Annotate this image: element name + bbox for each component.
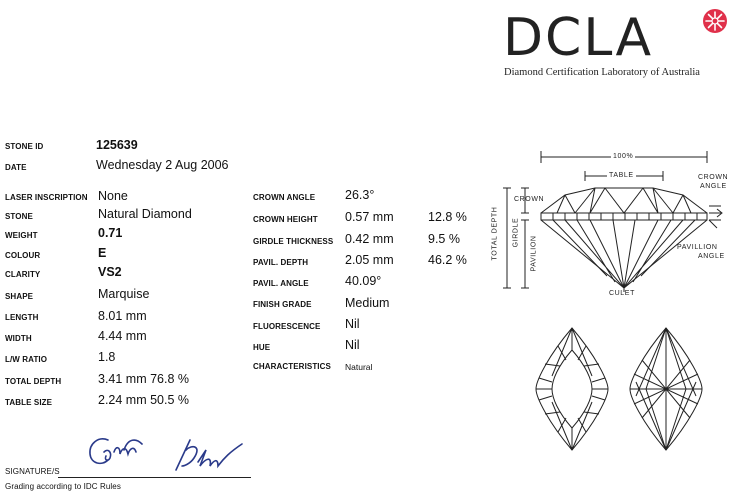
- crown-height-value: 0.57 mm: [345, 210, 394, 224]
- total-depth-value: 3.41 mm 76.8 %: [98, 372, 190, 386]
- fluorescence-label: FLUORESCENCE: [253, 322, 321, 331]
- crown-angle-value: 26.3°: [345, 188, 375, 202]
- logo-text: DCLA: [503, 8, 654, 68]
- crown-angle-label: CROWN ANGLE: [253, 193, 316, 202]
- pavil-depth-value: 2.05 mm: [345, 253, 394, 267]
- diagram-crown-angle-label-1: CROWN: [698, 174, 729, 181]
- finish-grade-value: Medium: [345, 296, 390, 310]
- diagram-total-depth-label: TOTAL DEPTH: [491, 206, 499, 261]
- logo: [503, 8, 654, 68]
- characteristics-label: CHARACTERISTICS: [253, 362, 331, 371]
- stone-label: STONE: [5, 212, 33, 221]
- hue-value: Nil: [345, 338, 360, 352]
- signature-line: [58, 477, 251, 478]
- pavil-depth-pct: 46.2 %: [428, 253, 467, 267]
- colour-value: E: [98, 246, 107, 260]
- crown-height-label: CROWN HEIGHT: [253, 215, 318, 224]
- diagram-girdle-label: GIRDLE: [512, 217, 520, 248]
- pavil-angle-value: 40.09°: [345, 274, 382, 288]
- clarity-label: CLARITY: [5, 270, 41, 279]
- clarity-value: VS2: [98, 265, 122, 279]
- lw-ratio-value: 1.8: [98, 350, 116, 364]
- diagram-culet-label: CULET: [609, 290, 635, 297]
- total-depth-label: TOTAL DEPTH: [5, 377, 62, 386]
- grading-rules-text: Grading according to IDC Rules: [5, 482, 121, 491]
- diagram-table-label: TABLE: [609, 172, 634, 179]
- girdle-thickness-value: 0.42 mm: [345, 232, 394, 246]
- weight-value: 0.71: [98, 226, 123, 240]
- diagram-100pct-label: 100%: [613, 153, 634, 160]
- date-label: DATE: [5, 163, 27, 172]
- diagram-crown-label: CROWN: [514, 196, 545, 203]
- pavil-angle-label: PAVIL. ANGLE: [253, 279, 309, 288]
- colour-label: COLOUR: [5, 251, 41, 260]
- hue-label: HUE: [253, 343, 271, 352]
- stone-id-label: STONE ID: [5, 142, 44, 151]
- signature-label: SIGNATURE/S: [5, 467, 60, 476]
- stone-value: Natural Diamond: [98, 207, 192, 221]
- table-size-value: 2.24 mm 50.5 %: [98, 393, 190, 407]
- girdle-thickness-label: GIRDLE THICKNESS: [253, 237, 334, 246]
- logo-flower-icon: [702, 8, 728, 34]
- characteristics-value: Natural: [345, 362, 373, 372]
- shape-label: SHAPE: [5, 292, 34, 301]
- laser-inscription-value: None: [98, 189, 128, 203]
- org-name: Diamond Certification Laboratory of Australia: [504, 67, 700, 78]
- diagram-pavillion-angle-label-1: PAVILLION: [677, 244, 718, 251]
- length-label: LENGTH: [5, 313, 39, 322]
- girdle-thickness-pct: 9.5 %: [428, 232, 460, 246]
- width-label: WIDTH: [5, 334, 32, 343]
- shape-value: Marquise: [98, 287, 150, 301]
- marquise-pavilion-diagram: [624, 326, 708, 452]
- laser-inscription-label: LASER INSCRIPTION: [5, 193, 88, 202]
- length-value: 8.01 mm: [98, 309, 147, 323]
- lw-ratio-label: L/W RATIO: [5, 355, 48, 364]
- marquise-crown-diagram: [530, 326, 614, 452]
- signature-scribble-2: [170, 436, 250, 474]
- table-size-label: TABLE SIZE: [5, 398, 53, 407]
- weight-label: WEIGHT: [5, 231, 38, 240]
- crown-height-pct: 12.8 %: [428, 210, 467, 224]
- finish-grade-label: FINISH GRADE: [253, 300, 312, 309]
- pavil-depth-label: PAVIL. DEPTH: [253, 258, 309, 267]
- width-value: 4.44 mm: [98, 329, 147, 343]
- signature-scribble-1: [84, 430, 154, 472]
- date-value: Wednesday 2 Aug 2006: [96, 158, 229, 172]
- stone-id-value: 125639: [96, 138, 138, 152]
- diagram-pavillion-angle-label-2: ANGLE: [698, 253, 725, 260]
- diagram-crown-angle-label-2: ANGLE: [700, 183, 727, 190]
- fluorescence-value: Nil: [345, 317, 360, 331]
- diagram-pavilion-label: PAVILION: [530, 235, 538, 272]
